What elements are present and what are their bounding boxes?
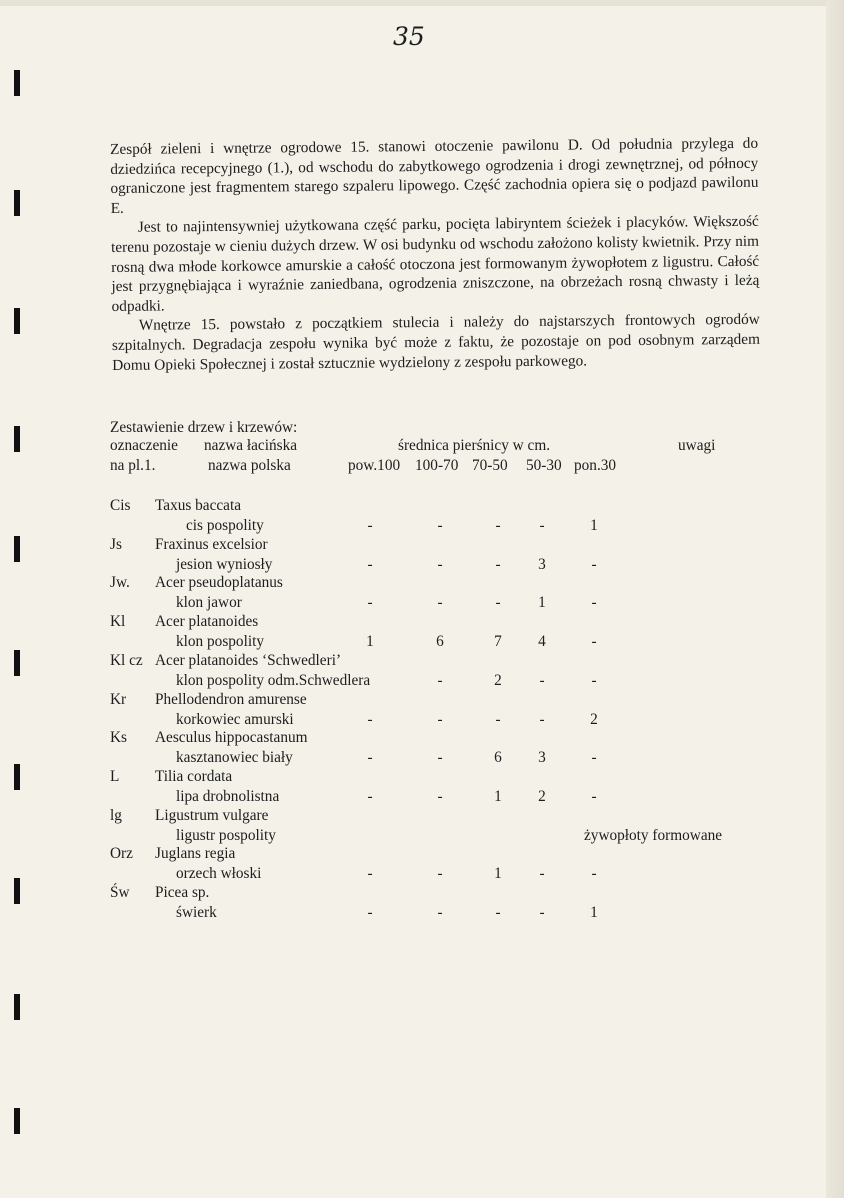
row-value: - xyxy=(437,555,443,573)
row-value: 7 xyxy=(494,633,502,651)
row-code: L xyxy=(110,767,120,785)
row-latin-name: Fraxinus excelsior xyxy=(155,535,268,553)
row-value: - xyxy=(367,904,373,921)
page-number: 35 xyxy=(393,22,425,51)
row-value: 2 xyxy=(494,671,502,689)
row-polish-name: kasztanowiec biały xyxy=(176,749,293,767)
row-latin-name: Taxus baccata xyxy=(155,497,241,514)
row-code: Kl xyxy=(110,613,126,631)
row-value: - xyxy=(437,749,443,767)
row-code: Kl cz xyxy=(110,651,143,669)
row-value: - xyxy=(437,904,443,921)
header-latin: nazwa łacińska xyxy=(204,437,298,454)
row-note: żywopłoty formowane xyxy=(584,826,723,844)
row-value: - xyxy=(437,594,443,612)
binding-mark xyxy=(14,308,20,334)
table-row xyxy=(110,690,770,730)
row-latin-name: Acer pseudoplatanus xyxy=(155,574,283,592)
row-value: - xyxy=(591,633,597,651)
header-col-pon30: pon.30 xyxy=(574,457,617,474)
table-title: Zestawienie drzew i krzewów: xyxy=(110,419,298,436)
row-polish-name: orzech włoski xyxy=(176,865,262,883)
paragraph: Jest to najintensywniej użytkowana część parku, pocięta labiryntem ścieżek i placyków. Większość terenu pozostaje w cieniu dużych drzew. W osi budynku od wschodu założono kolisty kwietnik. Przy nim rosną dwa młode korkowce amurskie a całość otoczona jest formowanym żywopłotem z ligustru. Całość jest przygnębiająca i wyraźnie zaniedbana, ogrodzenia zniszczone, na obrzeżach rosną chwasty i leżą odpadki. xyxy=(110,213,760,315)
row-polish-name: jesion wyniosły xyxy=(176,555,273,573)
binding-mark xyxy=(14,878,20,904)
table-row xyxy=(110,883,770,923)
binding-mark xyxy=(14,1108,20,1134)
row-value: - xyxy=(367,787,373,805)
paragraph: Zespół zieleni i wnętrze ogrodowe 15. stanowi otoczenie pawilonu D. Od południa przylega do dziedzińca recepcyjnego (1.), od wschodu do zabytkowego ogrodzenia i drogi zewnętrznej, od północy ograniczone jest fragmentem starego szpaleru lipowego. Część zachodnia opiera się o podjazd pawilonu E. xyxy=(110,134,759,217)
row-value: 3 xyxy=(538,749,546,767)
row-value: - xyxy=(437,710,443,728)
row-latin-name: Picea sp. xyxy=(155,884,210,901)
row-polish-name: klon jawor xyxy=(176,594,242,612)
row-value: 1 xyxy=(366,633,374,651)
row-value: - xyxy=(437,787,443,805)
row-value: - xyxy=(437,671,443,689)
row-code: Ks xyxy=(110,729,127,747)
row-value: 1 xyxy=(538,594,546,612)
header-diameter: średnica pierśnicy w cm. xyxy=(398,437,551,454)
row-value: - xyxy=(495,710,501,728)
row-code: Jw. xyxy=(110,574,130,592)
row-latin-name: Ligustrum vulgare xyxy=(155,806,269,824)
row-code: lg xyxy=(110,806,122,824)
row-polish-name: klon pospolity xyxy=(176,633,264,651)
table-row xyxy=(110,535,770,575)
row-polish-name: cis pospolity xyxy=(186,517,264,534)
row-value: - xyxy=(591,749,597,767)
row-value: - xyxy=(367,555,373,573)
table-row xyxy=(110,806,770,846)
row-value: - xyxy=(591,555,597,573)
table-row xyxy=(110,651,770,691)
row-value: - xyxy=(367,865,373,883)
row-value: - xyxy=(495,555,501,573)
header-code-2: na pl.1. xyxy=(110,457,156,474)
row-value: 1 xyxy=(494,865,502,883)
paragraph: Wnętrze 15. powstało z początkiem stulecia i należy do najstarszych frontowych ogrodów szpitalnych. Degradacja zespołu wynika być może z faktu, że pozostaje on pod osobnym zarządem Domu Opieki Społecznej i został sztucznie wydzielony z zespołu parkowego. xyxy=(111,311,761,374)
row-value: - xyxy=(591,787,597,805)
table-row xyxy=(110,573,770,613)
row-value: - xyxy=(591,594,597,612)
row-value: - xyxy=(539,517,545,534)
header-notes: uwagi xyxy=(678,437,716,454)
row-value: - xyxy=(367,749,373,767)
header-col-70-50: 70-50 xyxy=(472,457,508,474)
row-value: - xyxy=(367,710,373,728)
row-value: - xyxy=(539,865,545,883)
row-latin-name: Acer platanoides xyxy=(155,613,259,631)
row-value: - xyxy=(367,594,373,612)
row-value: 1 xyxy=(494,787,502,805)
header-col-100-70: 100-70 xyxy=(415,457,459,474)
row-value: 1 xyxy=(590,904,598,921)
row-latin-name: Aesculus hippocastanum xyxy=(155,729,308,747)
row-value: - xyxy=(367,517,373,534)
row-polish-name: lipa drobnolistna xyxy=(176,787,280,805)
row-polish-name: klon pospolity odm.Schwedlera xyxy=(176,671,371,689)
row-code: Js xyxy=(110,535,122,553)
header-polish: nazwa polska xyxy=(208,457,291,474)
row-value: - xyxy=(437,517,443,534)
row-value: - xyxy=(495,594,501,612)
row-value: 3 xyxy=(538,555,546,573)
row-value: - xyxy=(539,671,545,689)
binding-mark xyxy=(14,994,20,1020)
body-text xyxy=(110,134,760,375)
row-value: - xyxy=(539,710,545,728)
row-latin-name: Acer platanoides ‘Schwedleri’ xyxy=(155,651,342,669)
row-value: 6 xyxy=(436,633,444,651)
binding-mark xyxy=(14,190,20,216)
header-code-1: oznaczenie xyxy=(110,437,178,454)
table-row xyxy=(110,767,770,807)
row-value: - xyxy=(495,517,501,534)
row-polish-name: ligustr pospolity xyxy=(176,826,276,844)
table-row xyxy=(110,612,770,652)
table-row xyxy=(110,728,770,768)
row-value: - xyxy=(495,904,501,921)
row-code: Cis xyxy=(110,497,131,514)
binding-mark xyxy=(14,70,20,96)
row-polish-name: świerk xyxy=(176,904,217,921)
table-row xyxy=(110,844,770,884)
row-code: Orz xyxy=(110,845,133,863)
row-value: - xyxy=(437,865,443,883)
table-row xyxy=(110,496,770,536)
row-code: Kr xyxy=(110,690,127,708)
binding-mark xyxy=(14,536,20,562)
binding-mark xyxy=(14,650,20,676)
row-value: 2 xyxy=(538,787,546,805)
header-col-pow100: pow.100 xyxy=(348,457,401,474)
binding-mark xyxy=(14,426,20,452)
row-code: Św xyxy=(110,884,130,901)
row-value: 6 xyxy=(494,749,502,767)
row-value: 2 xyxy=(590,710,598,728)
page-top-edge xyxy=(0,0,844,6)
row-value: - xyxy=(591,671,597,689)
row-value: 1 xyxy=(590,517,598,534)
row-latin-name: Juglans regia xyxy=(155,845,236,863)
header-col-50-30: 50-30 xyxy=(526,457,562,474)
row-polish-name: korkowiec amurski xyxy=(176,710,294,728)
row-latin-name: Tilia cordata xyxy=(155,767,233,785)
row-value: - xyxy=(591,865,597,883)
row-value: 4 xyxy=(538,633,546,651)
row-latin-name: Phellodendron amurense xyxy=(155,690,307,708)
page-right-edge xyxy=(826,0,844,1198)
binding-mark xyxy=(14,764,20,790)
row-value: - xyxy=(539,904,545,921)
